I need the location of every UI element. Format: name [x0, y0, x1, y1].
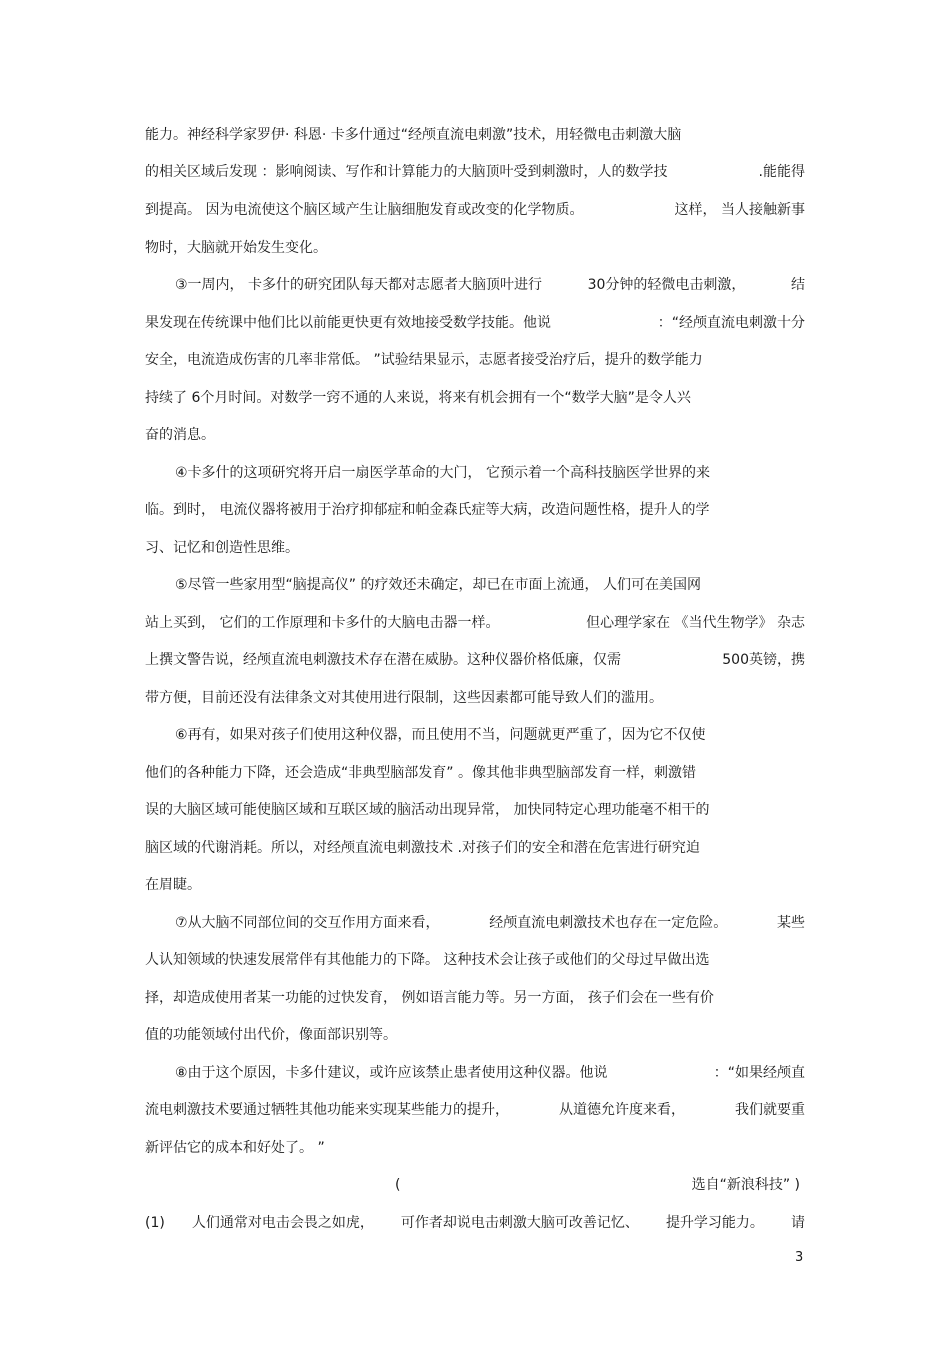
- text-line: [175, 725, 805, 745]
- text-segment: 的相关区域后发现 ：影响阅读、写作和计算能力的大脑顶叶受到刺激时，人的数学技: [145, 164, 668, 180]
- page-number: 3: [795, 1250, 804, 1265]
- text-segment: 上撰文警告说，经颅直流电刺激技术存在潜在威胁。这种仪器价格低廉，仅需: [145, 652, 621, 668]
- text-line: [145, 950, 805, 970]
- text-segment: 人们通常对电击会畏之如虎，: [191, 1215, 374, 1231]
- text-segment: 安全，电流造成伤害的几率非常低。 ”试验结果显示，志愿者接受治疗后，提升的数学能力: [145, 352, 703, 368]
- text-line: [145, 500, 805, 520]
- text-segment: 脑区域的代谢消耗。所以，对经颅直流电刺激技术 .对孩子们的安全和潜在危害进行研究迫: [145, 840, 700, 856]
- text-segment: 从道德允许度来看，: [559, 1102, 685, 1118]
- text-line: [175, 1063, 805, 1083]
- text-line: [145, 200, 805, 220]
- text-line: [145, 1213, 805, 1233]
- text-segment: 误的大脑区域可能使脑区域和互联区域的脑活动出现异常， 加快同特定心理功能毫不相干的: [145, 802, 710, 818]
- text-line: [175, 275, 805, 295]
- text-segment: 到提高。 因为电流使这个脑区域产生让脑细胞发育或改变的化学物质。: [145, 202, 584, 218]
- text-segment: ⑧由于这个原因，卡多什建议，或许应该禁止患者使用这种仪器。他说: [175, 1065, 608, 1081]
- text-segment: 500英镑，携: [722, 652, 805, 668]
- text-segment: 选自“新浪科技” ): [691, 1177, 800, 1193]
- text-line: [145, 875, 805, 895]
- text-line: [145, 425, 805, 445]
- text-segment: 30分钟的轻微电击刺激，: [587, 277, 746, 293]
- text-segment: 站上买到， 它们的工作原理和卡多什的大脑电击器一样。: [145, 615, 500, 631]
- text-segment: 提升学习能力。: [665, 1215, 764, 1231]
- text-segment: 经颅直流电刺激技术也存在一定危险。: [489, 915, 728, 931]
- text-segment: 这样， 当人接触新事: [674, 202, 805, 218]
- text-segment: 持续了 6个月时间。对数学一窍不通的人来说，将来有机会拥有一个“数学大脑”是令人兴: [145, 390, 691, 406]
- text-segment: 能力。神经科学家罗伊· 科恩· 卡多什通过“经颅直流电刺激”技术，用轻微电击刺激大脑: [145, 127, 682, 143]
- text-segment: 临。到时， 电流仪器将被用于治疗抑郁症和帕金森氏症等大病，改造问题性格，提升人的学: [145, 502, 710, 518]
- text-segment: ③一周内， 卡多什的研究团队每天都对志愿者大脑顶叶进行: [175, 277, 542, 293]
- text-segment: 可作者却说电击刺激大脑可改善记忆、: [400, 1215, 639, 1231]
- text-segment: 人认知领域的快速发展常伴有其他能力的下降。 这种技术会让孩子或他们的父母过早做出选: [145, 952, 710, 968]
- text-segment: (1): [145, 1215, 165, 1231]
- text-segment: 在眉睫。: [145, 877, 201, 893]
- text-segment: 值的功能领域付出代价，像面部识别等。: [145, 1027, 397, 1043]
- text-line: [145, 838, 805, 858]
- text-segment: (: [395, 1177, 401, 1193]
- text-line: [145, 162, 805, 182]
- text-line: [145, 613, 805, 633]
- text-line: [145, 350, 805, 370]
- text-line: [145, 538, 805, 558]
- text-segment: 请: [790, 1215, 805, 1231]
- text-segment: ④卡多什的这项研究将开启一扇医学革命的大门， 它预示着一个高科技脑医学世界的来: [175, 465, 710, 481]
- text-segment: 果发现在传统课中他们比以前能更快更有效地接受数学技能。他说: [145, 315, 551, 331]
- text-line: [145, 988, 805, 1008]
- text-line: [145, 1100, 805, 1120]
- text-line: [395, 1175, 800, 1195]
- text-line: [175, 463, 805, 483]
- text-line: [175, 575, 805, 595]
- text-segment: ：“如果经颅直: [713, 1065, 805, 1081]
- text-segment: 我们就要重: [735, 1102, 805, 1118]
- text-segment: 结: [790, 277, 805, 293]
- text-line: [145, 688, 805, 708]
- text-segment: 择，却造成使用者某一功能的过快发育， 例如语言能力等。另一方面， 孩子们会在一些有价: [145, 990, 714, 1006]
- text-line: [145, 313, 805, 333]
- text-line: [145, 238, 805, 258]
- text-segment: ⑤尽管一些家用型“脑提高仪” 的疗效还未确定，却已在市面上流通， 人们可在美国网: [175, 577, 701, 593]
- text-line: [145, 1138, 805, 1158]
- text-segment: 带方便，目前还没有法律条文对其使用进行限制，这些因素都可能导致人们的滥用。: [145, 690, 663, 706]
- text-segment: 某些: [777, 915, 805, 931]
- text-line: [145, 388, 805, 408]
- text-segment: 但心理学家在 《当代生物学》 杂志: [586, 615, 805, 631]
- text-segment: ：“经颅直流电刺激十分: [657, 315, 805, 331]
- text-line: [175, 913, 805, 933]
- text-segment: 奋的消息。: [145, 427, 215, 443]
- text-line: [145, 763, 805, 783]
- text-line: [145, 125, 805, 145]
- text-line: [145, 1025, 805, 1045]
- text-segment: 物时，大脑就开始发生变化。: [145, 240, 327, 256]
- text-segment: .能能得: [758, 164, 805, 180]
- text-segment: 习、记忆和创造性思维。: [145, 540, 299, 556]
- text-segment: 新评估它的成本和好处了。 ”: [145, 1140, 325, 1156]
- text-segment: ⑥再有，如果对孩子们使用这种仪器，而且使用不当，问题就更严重了，因为它不仅使: [175, 727, 706, 743]
- text-segment: 流电刺激技术要通过牺牲其他功能来实现某些能力的提升，: [145, 1102, 509, 1118]
- text-line: [145, 800, 805, 820]
- text-segment: ⑦从大脑不同部位间的交互作用方面来看，: [175, 915, 440, 931]
- text-line: [145, 650, 805, 670]
- text-segment: 他们的各种能力下降，还会造成“非典型脑部发育” 。像其他非典型脑部发育一样，刺激错: [145, 765, 696, 781]
